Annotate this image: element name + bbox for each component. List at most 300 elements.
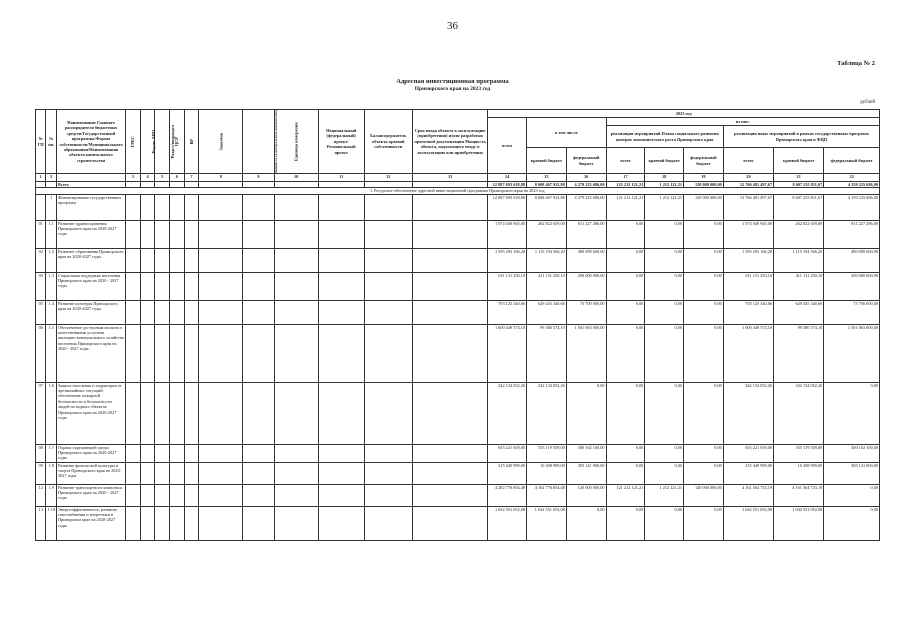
row-empty-cell: [184, 462, 199, 484]
row-empty-cell: [364, 462, 412, 484]
column-number: 14: [488, 174, 527, 182]
row-empty-cell: [126, 444, 141, 462]
row-empty-cell: [184, 444, 199, 462]
row-empty-cell: [318, 248, 364, 272]
row-empty-cell: [126, 382, 141, 444]
row-value: 703 125 340,66: [723, 300, 773, 324]
header-vr: ВР: [188, 138, 194, 145]
row-value: 629 435 340,66: [527, 300, 567, 324]
header-inye-vsego: всего: [723, 148, 773, 174]
row-empty-cell: [140, 248, 155, 272]
row-pp-number: 1.9: [46, 484, 56, 506]
row-empty-cell: [184, 220, 199, 248]
row-empty-cell: [318, 506, 364, 540]
row-empty-cell: [364, 506, 412, 540]
row-empty-cell: [243, 220, 274, 248]
row-empty-cell: [243, 194, 274, 220]
row-empty-cell: [364, 324, 412, 382]
total-value: 12 887 693 618,88: [488, 182, 527, 188]
row-value: 0,00: [684, 382, 724, 444]
row-program-name: Развитие культуры Приморского края на 2020-2027 годы: [56, 300, 125, 324]
row-value: 0,00: [645, 248, 684, 272]
table-row: [36, 300, 880, 324]
header-csr: ЦСР: [174, 136, 180, 147]
row-value: 120 000 000,00: [566, 484, 606, 506]
row-value: 121 212 121,21: [606, 194, 645, 220]
row-value: 0,00: [824, 506, 880, 540]
header-num-pp: № пп.: [46, 110, 56, 174]
row-value: 99 386 574,10: [774, 324, 824, 382]
row-program-name: Энергоэффективность, развитие газоснабжения и энергетики в Приморском крае на 2020-2027 годы: [56, 506, 125, 540]
row-value: 0,00: [606, 444, 645, 462]
row-empty-cell: [364, 194, 412, 220]
header-year: 2023 год: [488, 110, 880, 118]
total-value: 120 000 000,00: [684, 182, 724, 188]
row-empty-cell: [364, 220, 412, 248]
total-value: 4 279 225 686,00: [566, 182, 606, 188]
row-empty-cell: [364, 248, 412, 272]
units-label: рублей: [860, 100, 875, 105]
header-balans: Балансодержатель объекта краевой собственности: [364, 110, 412, 174]
row-value: 355 119 559,00: [527, 444, 567, 462]
row-gp-code: 06: [36, 324, 46, 382]
column-number: 18: [645, 174, 684, 182]
row-empty-cell: [170, 462, 185, 484]
row-empty-cell: [243, 444, 274, 462]
row-pp-number: 1.10: [46, 506, 56, 540]
row-empty-cell: [170, 382, 185, 444]
row-empty-cell: [126, 506, 141, 540]
row-empty-cell: [274, 382, 318, 444]
header-plan-federalny: федеральный бюджет: [684, 148, 724, 174]
row-empty-cell: [364, 444, 412, 462]
row-value: 0,00: [684, 272, 724, 300]
row-empty-cell: [126, 484, 141, 506]
row-value: 1 115 194 566,20: [774, 248, 824, 272]
row-value: 480 098 600,00: [566, 248, 606, 272]
row-value: 611 131 250,10: [488, 272, 527, 300]
row-empty-cell: [126, 300, 141, 324]
row-empty-cell: [318, 300, 364, 324]
row-empty-cell: [184, 382, 199, 444]
row-value: 342 134 052,26: [527, 382, 567, 444]
row-gp-code: 02: [36, 248, 46, 272]
column-number: 3: [126, 174, 141, 182]
column-number: 4: [140, 174, 155, 182]
row-value: 703 125 340,66: [488, 300, 527, 324]
row-empty-cell: [412, 220, 487, 248]
row-empty-cell: [184, 484, 199, 506]
document-title: Адресная инвестиционная программа: [396, 78, 509, 85]
row-empty-cell: [412, 444, 487, 462]
row-value: 411 131 250,10: [774, 272, 824, 300]
column-number: 10: [274, 174, 318, 182]
table-label: Таблица № 2: [837, 60, 875, 67]
row-empty-cell: [155, 220, 170, 248]
total-value: 8 607 255 811,67: [774, 182, 824, 188]
row-gp-code: 03: [36, 272, 46, 300]
row-value: 0,00: [606, 272, 645, 300]
row-value: 0,00: [606, 248, 645, 272]
row-value: 342 134 052,26: [774, 382, 824, 444]
column-number: 15: [527, 174, 567, 182]
header-zakazchik: Заказчик: [218, 132, 224, 151]
table-row: [36, 444, 880, 462]
header-num-gp: № ГП: [36, 110, 46, 174]
table-row: [36, 324, 880, 382]
header-plan-vsego: всего: [606, 148, 645, 174]
column-number: 22: [824, 174, 880, 182]
row-value: 0,00: [645, 220, 684, 248]
row-value: 1 115 194 566,20: [527, 248, 567, 272]
row-value: 1 501 063 000,00: [824, 324, 880, 382]
row-pp-number: 1: [46, 194, 56, 220]
header-grbs: ГРБС: [130, 135, 136, 148]
total-value: 121 212 121,21: [606, 182, 645, 188]
row-gp-code: 01: [36, 220, 46, 248]
row-value: 315 449 999,00: [723, 462, 773, 484]
row-empty-cell: [126, 194, 141, 220]
row-empty-cell: [243, 272, 274, 300]
row-empty-cell: [184, 300, 199, 324]
row-value: 0,00: [684, 220, 724, 248]
header-razdel: Раздел/подраздел: [170, 124, 176, 159]
column-number: 7: [184, 174, 199, 182]
row-empty-cell: [318, 194, 364, 220]
header-kod-aip: Код по АИП: [150, 129, 156, 154]
header-vsego: всего: [488, 118, 527, 174]
row-empty-cell: [243, 324, 274, 382]
row-value: 411 131 250,10: [527, 272, 567, 300]
row-empty-cell: [170, 248, 185, 272]
column-number: 8: [199, 174, 243, 182]
row-gp-code: 13: [36, 506, 46, 540]
row-value: 4 159 225 686,00: [824, 194, 880, 220]
row-gp-code: 08: [36, 444, 46, 462]
row-value: 1 042 551 052,08: [723, 506, 773, 540]
row-empty-cell: [126, 220, 141, 248]
row-empty-cell: [318, 444, 364, 462]
row-empty-cell: [140, 506, 155, 540]
header-srok: Срок ввода объекта в эксплуатацию (приобретения) и/или разработки проектной документации Мощность объекта, подлежащего вводу в эксплуатацию или приобретению: [412, 110, 487, 174]
row-value: 0,00: [606, 300, 645, 324]
row-value: 8 608 467 932,88: [527, 194, 567, 220]
row-value: 4 282 776 854,48: [488, 484, 527, 506]
row-empty-cell: [126, 324, 141, 382]
row-empty-cell: [155, 324, 170, 382]
row-value: 0,00: [606, 462, 645, 484]
row-program-name: Обеспечение доступным жильем и качественными услугами жилищно-коммунального хозяйства населения Приморского края на 2020 - 2027 годы: [56, 324, 125, 382]
row-value: 0,00: [684, 444, 724, 462]
total-label: Всего: [56, 182, 125, 188]
total-value: 12 766 481 497,67: [723, 182, 773, 188]
header-plan-group: реализация мероприятий Плана социального развития центров экономического роста Приморского края: [606, 126, 723, 148]
row-value: 305 141 000,00: [566, 462, 606, 484]
row-value: 12 887 693 618,88: [488, 194, 527, 220]
row-program-name: Финансирование государственных программ: [56, 194, 125, 220]
row-value: 1 595 293 166,20: [488, 248, 527, 272]
row-empty-cell: [274, 194, 318, 220]
row-empty-cell: [243, 484, 274, 506]
table-row: [36, 462, 880, 484]
header-inye-group: реализация иных мероприятий в рамках государственных программ Приморского края и ФЦП: [723, 126, 879, 148]
row-value: 811 227 286,00: [824, 220, 880, 248]
row-value: 0,00: [684, 462, 724, 484]
column-number-blank: [56, 174, 125, 182]
row-value: 1 600 449 574,10: [723, 324, 773, 382]
row-empty-cell: [140, 324, 155, 382]
row-empty-cell: [170, 220, 185, 248]
column-number: 1: [36, 174, 46, 182]
row-empty-cell: [412, 248, 487, 272]
row-empty-cell: [274, 506, 318, 540]
row-empty-cell: [274, 300, 318, 324]
row-empty-cell: [155, 248, 170, 272]
row-gp-code: [36, 194, 46, 220]
row-pp-number: 1.2: [46, 248, 56, 272]
row-value: 73 700 000,00: [824, 300, 880, 324]
row-empty-cell: [364, 300, 412, 324]
row-empty-cell: [155, 462, 170, 484]
row-empty-cell: [318, 220, 364, 248]
row-empty-cell: [184, 272, 199, 300]
row-empty-cell: [140, 220, 155, 248]
row-value: 262 822 659,00: [774, 220, 824, 248]
row-empty-cell: [199, 324, 243, 382]
row-empty-cell: [199, 484, 243, 506]
row-value: 655 221 659,00: [488, 444, 527, 462]
row-value: 0,00: [645, 382, 684, 444]
row-value: 0,00: [606, 506, 645, 540]
row-empty-cell: [199, 382, 243, 444]
row-value: 0,00: [645, 506, 684, 540]
row-empty-cell: [126, 248, 141, 272]
row-empty-cell: [412, 272, 487, 300]
row-value: 342 134 052,26: [723, 382, 773, 444]
row-value: 0,00: [645, 324, 684, 382]
investment-program-table: [35, 109, 880, 541]
row-empty-cell: [318, 484, 364, 506]
row-value: 1 212 121,21: [645, 484, 684, 506]
row-empty-cell: [412, 484, 487, 506]
row-empty-cell: [199, 248, 243, 272]
row-empty-cell: [170, 194, 185, 220]
row-empty-cell: [274, 220, 318, 248]
header-moshnost: Мощность (в натуральных показателях): [274, 109, 279, 175]
header-name: Наименование Главного распорядителя бюджетных средств/Государственной программы/Формы собственности/Муниципального образования/Наименования объекта капитального строительства: [56, 110, 125, 174]
row-value: 200 000 000,00: [566, 272, 606, 300]
row-empty-cell: [274, 444, 318, 462]
row-gp-code: 12: [36, 484, 46, 506]
table-row: [36, 194, 880, 220]
table-row: [36, 248, 880, 272]
row-value: 0,00: [684, 324, 724, 382]
page-number: 36: [447, 20, 458, 32]
row-program-name: Развитие здравоохранения Приморского края на 2020-2027 годы: [56, 220, 125, 248]
row-pp-number: 1.3: [46, 272, 56, 300]
row-value: 4 279 225 686,00: [566, 194, 606, 220]
row-empty-cell: [140, 382, 155, 444]
row-value: 120 000 000,00: [684, 484, 724, 506]
column-number: 5: [155, 174, 170, 182]
row-empty-cell: [155, 382, 170, 444]
row-empty-cell: [199, 444, 243, 462]
header-plan-kraevoy: краевой бюджет: [645, 148, 684, 174]
row-empty-cell: [170, 300, 185, 324]
row-value: 200 000 000,00: [824, 272, 880, 300]
row-empty-cell: [184, 248, 199, 272]
row-value: 1 074 049 945,00: [488, 220, 527, 248]
row-empty-cell: [243, 462, 274, 484]
row-program-name: Развитие образования Приморского края на 2020-2027 годы: [56, 248, 125, 272]
row-value: 4 161 564 733,19: [774, 484, 824, 506]
row-empty-cell: [155, 506, 170, 540]
row-value: 10 308 999,00: [527, 462, 567, 484]
row-value: 99 386 574,10: [527, 324, 567, 382]
row-value: 8 607 255 811,67: [774, 194, 824, 220]
row-value: 611 131 250,10: [723, 272, 773, 300]
row-value: 4 162 776 854,48: [527, 484, 567, 506]
row-value: 12 766 481 497,67: [723, 194, 773, 220]
row-value: 1 600 449 574,10: [488, 324, 527, 382]
row-value: 0,00: [566, 382, 606, 444]
row-pp-number: 1.1: [46, 220, 56, 248]
header-nac-proekt: Национальный (федеральный) проект/Региональный проект: [318, 110, 364, 174]
row-value: 120 000 000,00: [684, 194, 724, 220]
column-number: 16: [566, 174, 606, 182]
row-empty-cell: [199, 220, 243, 248]
row-empty-cell: [243, 506, 274, 540]
row-empty-cell: [364, 382, 412, 444]
table-row: [36, 506, 880, 540]
row-empty-cell: [126, 462, 141, 484]
row-empty-cell: [199, 462, 243, 484]
column-number: 12: [364, 174, 412, 182]
table-row: [36, 484, 880, 506]
header-kraevoy: краевой бюджет: [527, 148, 567, 174]
row-empty-cell: [140, 462, 155, 484]
row-pp-number: 1.6: [46, 382, 56, 444]
table-row: [36, 382, 880, 444]
row-empty-cell: [199, 300, 243, 324]
row-empty-cell: [184, 506, 199, 540]
row-value: 1 042 551 052,08: [488, 506, 527, 540]
column-numbers-row: [36, 174, 880, 182]
header-federalny: федеральный бюджет: [566, 148, 606, 174]
column-number: 13: [412, 174, 487, 182]
row-empty-cell: [412, 324, 487, 382]
row-value: 10 308 999,00: [774, 462, 824, 484]
row-empty-cell: [140, 272, 155, 300]
row-value: 0,00: [566, 506, 606, 540]
column-number: 19: [684, 174, 724, 182]
row-pp-number: 1.5: [46, 324, 56, 382]
row-empty-cell: [155, 444, 170, 462]
row-empty-cell: [318, 382, 364, 444]
row-empty-cell: [412, 300, 487, 324]
row-empty-cell: [199, 194, 243, 220]
row-value: 0,00: [824, 484, 880, 506]
column-number: 21: [774, 174, 824, 182]
header-ed-izm: Единица измерения: [293, 122, 299, 161]
row-value: 0,00: [824, 382, 880, 444]
row-empty-cell: [318, 324, 364, 382]
column-number: 11: [318, 174, 364, 182]
header-inye-kraevoy: краевой бюджет: [774, 148, 824, 174]
row-value: 355 119 559,00: [774, 444, 824, 462]
row-empty-cell: [140, 444, 155, 462]
column-number: 20: [723, 174, 773, 182]
row-empty-cell: [243, 248, 274, 272]
row-empty-cell: [274, 272, 318, 300]
row-empty-cell: [274, 324, 318, 382]
column-number: 9: [243, 174, 274, 182]
row-empty-cell: [155, 484, 170, 506]
row-empty-cell: [274, 462, 318, 484]
row-empty-cell: [412, 506, 487, 540]
table-row: [36, 272, 880, 300]
row-value: 342 134 052,26: [488, 382, 527, 444]
row-value: 480 098 600,00: [824, 248, 880, 272]
row-empty-cell: [243, 382, 274, 444]
row-value: 1 074 049 945,00: [723, 220, 773, 248]
document-subtitle: Приморского края на 2023 год: [414, 86, 491, 92]
column-number: 6: [170, 174, 185, 182]
row-empty-cell: [184, 324, 199, 382]
row-value: 1 501 063 000,00: [566, 324, 606, 382]
row-value: 1 042 551 052,08: [774, 506, 824, 540]
row-empty-cell: [364, 484, 412, 506]
row-gp-code: 09: [36, 462, 46, 484]
row-empty-cell: [412, 382, 487, 444]
row-empty-cell: [170, 444, 185, 462]
total-value: 8 608 467 932,88: [527, 182, 567, 188]
row-value: 0,00: [645, 300, 684, 324]
row-gp-code: 05: [36, 300, 46, 324]
row-pp-number: 1.4: [46, 300, 56, 324]
row-value: 121 212 121,21: [606, 484, 645, 506]
row-empty-cell: [170, 324, 185, 382]
row-pp-number: 1.7: [46, 444, 56, 462]
row-program-name: Охрана окружающей среды Приморского края на 2020-2027 годы: [56, 444, 125, 462]
row-value: 1 212 121,21: [645, 194, 684, 220]
row-empty-cell: [274, 248, 318, 272]
row-empty-cell: [140, 194, 155, 220]
row-empty-cell: [364, 272, 412, 300]
row-empty-cell: [140, 300, 155, 324]
table-row: [36, 220, 880, 248]
row-empty-cell: [170, 272, 185, 300]
row-empty-cell: [318, 272, 364, 300]
row-empty-cell: [274, 484, 318, 506]
row-value: 300 102 100,00: [824, 444, 880, 462]
section-title: I. Ресурсное обеспечение адресной инвестиционной программы Приморского края на 2023 год: [36, 188, 880, 194]
row-empty-cell: [170, 506, 185, 540]
column-number: 2: [46, 174, 56, 182]
row-value: 1 595 293 166,20: [723, 248, 773, 272]
row-value: 0,00: [606, 382, 645, 444]
row-value: 0,00: [645, 444, 684, 462]
row-program-name: Защита населения и территории от чрезвычайных ситуаций, обеспечение пожарной безопасности и безопасности людей на водных объектах Приморского края на 2020-2027 годы: [56, 382, 125, 444]
row-value: 0,00: [645, 462, 684, 484]
row-empty-cell: [126, 272, 141, 300]
row-value: 0,00: [684, 248, 724, 272]
row-gp-code: 07: [36, 382, 46, 444]
row-value: 4 161 564 733,19: [723, 484, 773, 506]
header-iz-nih: из них:: [606, 118, 879, 126]
row-empty-cell: [199, 506, 243, 540]
row-value: 0,00: [684, 300, 724, 324]
